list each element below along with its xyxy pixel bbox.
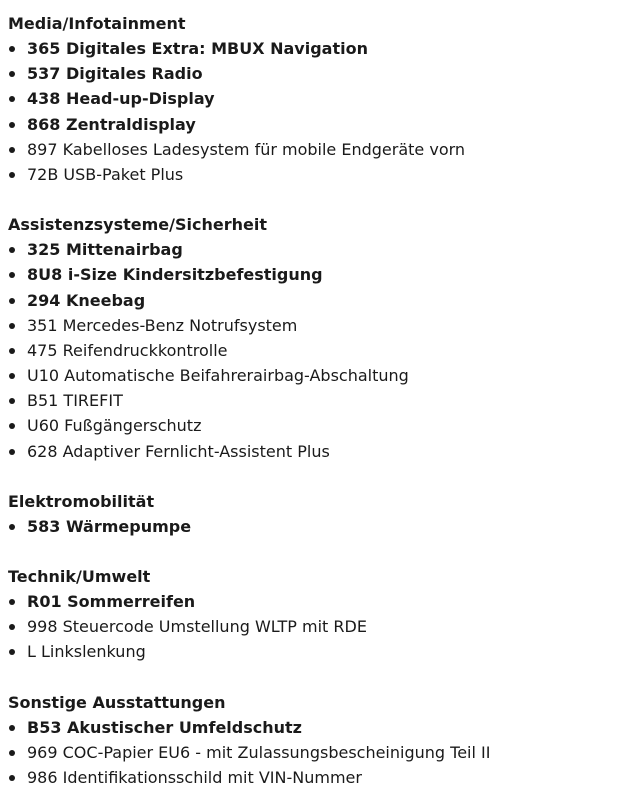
item-text: U10 Automatische Beifahrerairbag-Abschaltung (27, 366, 409, 386)
bullet-icon (9, 649, 15, 655)
bullet-icon (9, 323, 15, 329)
bullet-icon (9, 398, 15, 404)
list-item (8, 589, 641, 614)
section-other-equipment (8, 690, 641, 791)
item-text: 8U8 i-Size Kindersitzbefestigung (27, 265, 323, 285)
list-item (8, 36, 641, 61)
bullet-icon (9, 725, 15, 731)
bullet-icon (9, 373, 15, 379)
list-item (8, 639, 641, 664)
section-title: Technik/Umwelt (8, 567, 151, 586)
section-assistance-safety (8, 212, 641, 464)
item-text: B51 TIREFIT (27, 391, 123, 411)
list-item (8, 86, 641, 111)
bullet-icon (9, 96, 15, 102)
list-item (8, 388, 641, 413)
item-text: 351 Mercedes-Benz Notrufsystem (27, 315, 298, 335)
item-text: U60 Fußgängerschutz (27, 416, 202, 436)
item-text: 986 Identifikationsschild mit VIN-Nummer (27, 767, 362, 787)
bullet-icon (9, 599, 15, 605)
item-text: 325 Mittenairbag (27, 240, 183, 260)
item-text: 537 Digitales Radio (27, 64, 203, 84)
item-list (8, 36, 641, 187)
bullet-icon (9, 449, 15, 455)
bullet-icon (9, 524, 15, 530)
item-text: L Linkslenkung (27, 642, 146, 662)
list-item (8, 262, 641, 287)
item-text: 868 Zentraldisplay (27, 114, 196, 134)
bullet-icon (9, 775, 15, 781)
list-item (8, 112, 641, 137)
item-text: 475 Reifendruckkontrolle (27, 340, 228, 360)
item-text: 969 COC-Papier EU6 - mit Zulassungsbescheinigung Teil II (27, 742, 491, 762)
list-item (8, 61, 641, 86)
item-text: 438 Head-up-Display (27, 89, 215, 109)
bullet-icon (9, 247, 15, 253)
list-item (8, 614, 641, 639)
item-text: 897 Kabelloses Ladesystem für mobile Endgeräte vorn (27, 139, 466, 159)
bullet-icon (9, 348, 15, 354)
list-item (8, 363, 641, 388)
item-list (8, 715, 641, 791)
list-item (8, 740, 641, 765)
section-title: Assistenzsysteme/Sicherheit (8, 215, 267, 235)
item-text: B53 Akustischer Umfeldschutz (27, 717, 302, 737)
bullet-icon (9, 423, 15, 429)
item-list (8, 589, 641, 665)
list-item (8, 338, 641, 363)
section-title: Elektromobilität (8, 491, 155, 511)
item-text: 365 Digitales Extra: MBUX Navigation (27, 39, 368, 58)
bullet-icon (9, 71, 15, 77)
list-item (8, 288, 641, 313)
section-title: Sonstige Ausstattungen (8, 692, 226, 712)
item-list (8, 514, 641, 539)
section-media-infotainment (8, 11, 641, 187)
item-text: 998 Steuercode Umstellung WLTP mit RDE (27, 617, 367, 637)
list-item (8, 162, 641, 187)
list-item (8, 765, 641, 790)
list-item (8, 715, 641, 740)
item-text: 628 Adaptiver Fernlicht-Assistent Plus (27, 441, 330, 461)
item-list (8, 237, 641, 464)
list-item (8, 313, 641, 338)
list-item (8, 439, 641, 464)
bullet-icon (9, 122, 15, 128)
list-item (8, 137, 641, 162)
bullet-icon (9, 147, 15, 153)
item-text: 72B USB-Paket Plus (27, 164, 184, 184)
bullet-icon (9, 750, 15, 756)
item-text: R01 Sommerreifen (27, 592, 196, 611)
item-text: 583 Wärmepumpe (27, 516, 192, 536)
section-electromobility (8, 489, 641, 539)
bullet-icon (9, 172, 15, 178)
list-item (8, 413, 641, 438)
bullet-icon (9, 46, 15, 52)
bullet-icon (9, 272, 15, 278)
item-text: 294 Kneebag (27, 290, 146, 310)
section-technology-environment (8, 564, 641, 665)
bullet-icon (9, 298, 15, 304)
list-item (8, 514, 641, 539)
list-item (8, 237, 641, 262)
bullet-icon (9, 624, 15, 630)
section-title: Media/Infotainment (8, 14, 186, 33)
